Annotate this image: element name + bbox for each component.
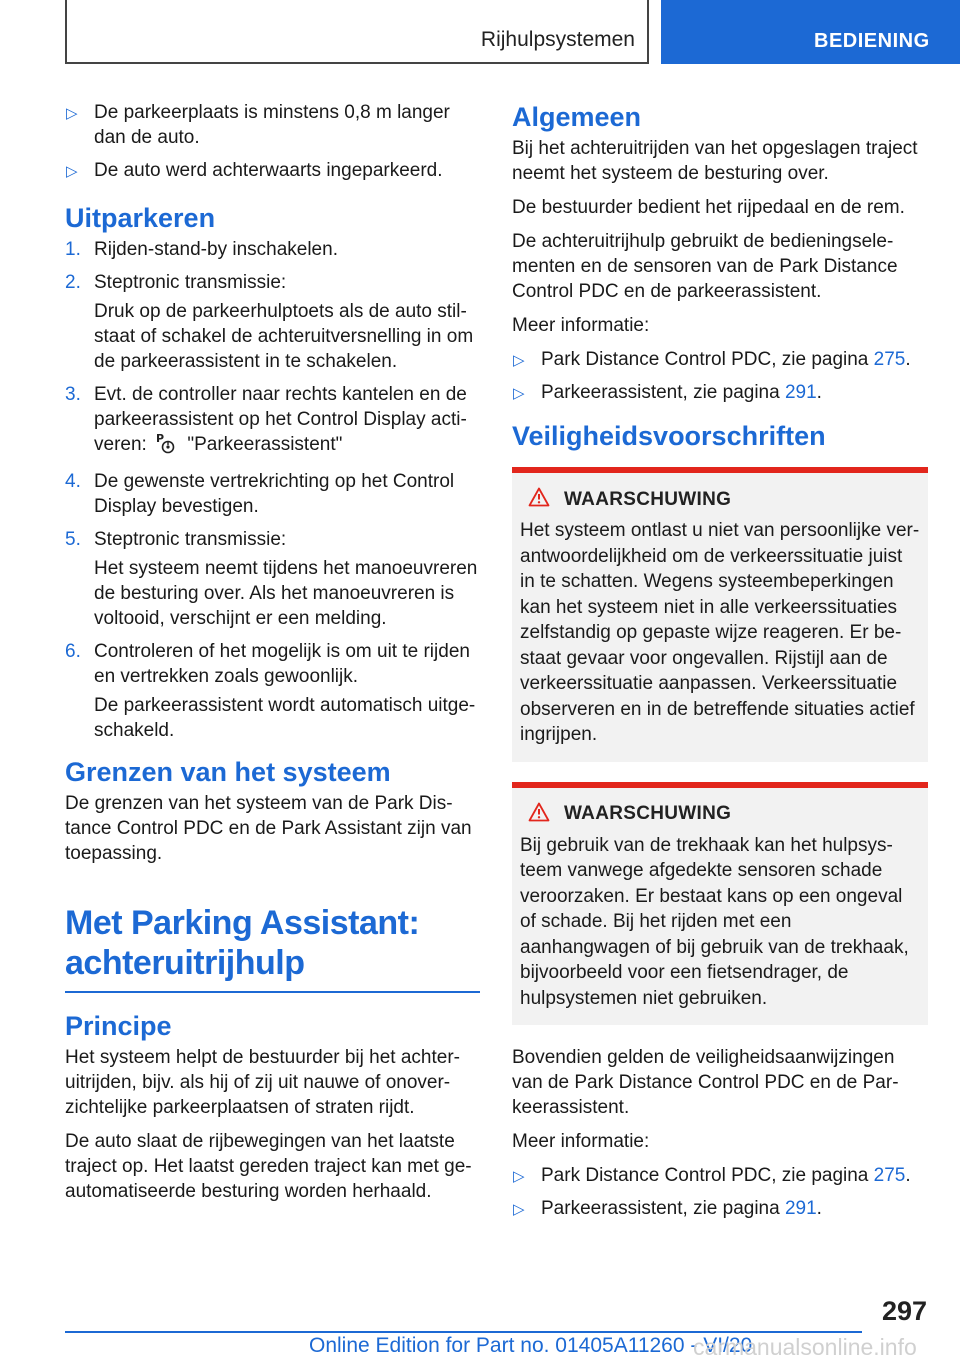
principe-text-1: Het systeem helpt de bestuurder bij het achteruitrijden, bijv. als hij of zij uit nauwe of onoverzichtelijke parkeerplaatsen of straten rijdt. [65,1047,460,1118]
step-item: 6. Controleren of het mogelijk is om uit te rijden en vertrekken zoals gewoonlijk. De parkeerassistent wordt automatisch uitgeschakeld. [65,639,480,743]
list-item: ▷ Parkeerassistent, zie pagina 291. [512,1196,928,1221]
warning-box-2 [512,782,928,1026]
algemeen-links [512,347,928,405]
warning-triangle-icon [528,802,550,827]
step-item: 3. Evt. de controller naar rechts kantelen en de parkeerassistent op het Control Display activeren: P "Parkeerassistent" [65,382,480,461]
right-column [512,100,928,1229]
list-item: ▷ Parkeerassistent, zie pagina 291. [512,380,928,405]
page-link[interactable]: 275 [873,1165,906,1186]
footer-rule [65,1331,862,1333]
grenzen-text: De grenzen van het systeem van de Park Distance Control PDC en de Park Assistant zijn van toepassing. [65,793,472,864]
bullet-triangle-icon: ▷ [513,352,525,369]
more-info-label: Meer informatie: [512,1131,650,1152]
heading-algemeen: Algemeen [512,102,642,132]
veiligheid-after-text: Bovendien gelden de veiligheidsaanwijzingen van de Park Distance Control PDC en de Parkeerassistent. [512,1047,899,1118]
list-item: ▷ De parkeerplaats is minstens 0,8 m langer dan de auto. [66,102,450,148]
conditions-list [65,100,480,183]
step-subtext: Druk op de parkeerhulptoets als de auto stilstaat of schakel de achteruitversnelling in om de parkeerassistent in te schakelen. [94,301,474,372]
step-number: 4. [65,471,81,492]
list-item: ▷ Park Distance Control PDC, zie pagina 275. [512,347,928,372]
step-item: 5. Steptronic transmissie: Het systeem neemt tijdens het manoeuvreren de besturing over. Als het manoeuvreren is voltooid, verschijnt er een melding. [65,527,480,631]
algemeen-text-1: Bij het achteruitrijden van het opgeslagen traject neemt het systeem de besturing over. [512,138,918,184]
warning-box-1 [512,467,928,762]
warning-label: WAARSCHUWING [564,488,732,510]
algemeen-text-2: De bestuurder bedient het rijpedaal en de rem. [512,197,905,218]
step-number: 5. [65,529,81,550]
bullet-triangle-icon: ▷ [66,105,78,122]
uitparkeren-steps [65,237,480,743]
list-item: ▷ De auto werd achterwaarts ingeparkeerd. [65,158,480,183]
svg-text:P: P [156,432,165,445]
left-column [65,100,480,1213]
heading-grenzen: Grenzen van het systeem [65,757,391,787]
bullet-triangle-icon: ▷ [513,1168,525,1185]
chapter-title: Met Parking Assistant: achteruitrijhulp [65,904,420,982]
page-link[interactable]: 291 [784,382,817,403]
footer-watermark: carmanualsonline.info [693,1334,917,1360]
principe-text-2: De auto slaat de rijbewegingen van het laatste traject op. Het laatst gereden traject kan met geautomatiseerde besturing worden herhaald. [65,1131,472,1202]
page-link[interactable]: 291 [784,1198,817,1219]
step-subtext: Het systeem neemt tijdens het manoeuvreren de besturing over. Als het manoeuvreren is voltooid, verschijnt er een melding. [94,558,478,629]
bullet-triangle-icon: ▷ [513,1201,525,1218]
veiligheid-links [512,1163,928,1221]
step-item: 4. De gewenste vertrekrichting op het Control Display bevestigen. [65,471,455,517]
heading-veiligheid: Veiligheidsvoorschriften [512,421,826,451]
list-item: ▷ Park Distance Control PDC, zie pagina 275. [512,1163,928,1188]
algemeen-text-3: De achteruitrijhulp gebruikt de bedieningselementen en de sensoren van de Park Distance Control PDC en de parkeerassistent. [512,231,898,302]
step-item: 1. Rijden-stand-by inschakelen. [65,239,338,260]
header-section-title: Rijhulpsystemen [480,28,635,51]
heading-principe: Principe [65,1011,172,1041]
warning-text: Het systeem ontlast u niet van persoonlijke verantwoordelijkheid om de verkeerssituatie juist in te schatten. Wegens systeembeperkingen kan het systeem niet in alle verkeerssituaties zelfstandig op gepaste wijze reageren. Er bestaat gevaar voor ongevallen. Rijstijl aan de verkeerssituatie aanpassen. Verkeerssituatie observeren en in de betreffende situaties actief ingrijpen. [520,520,920,745]
more-info-label: Meer informatie: [512,315,650,336]
header-chapter-tab [661,0,960,64]
step-number: 2. [65,272,81,293]
step-number: 3. [65,384,81,405]
step-number: 6. [65,641,81,662]
step-item: 2. Steptronic transmissie: Druk op de parkeerhulptoets als de auto stilstaat of schakel de achteruitversnelling in om de parkeerassistent in te schakelen. [65,270,480,374]
bullet-triangle-icon: ▷ [513,385,525,402]
step-subtext: De parkeerassistent wordt automatisch uitgeschakeld. [94,695,476,741]
warning-triangle-icon [528,487,550,512]
chapter-title-rule [65,991,480,993]
page-number: 297 [881,1296,927,1326]
heading-uitparkeren: Uitparkeren [65,203,216,233]
page-link[interactable]: 275 [873,349,906,370]
warning-label: WAARSCHUWING [564,803,732,824]
step-number: 1. [65,239,81,260]
bullet-triangle-icon: ▷ [66,163,78,180]
header-chapter-title: BEDIENING [814,30,930,52]
parking-assistant-icon [156,432,176,461]
warning-text: Bij gebruik van de trekhaak kan het hulpsysteem vanwege afgedekte sensoren schade veroorzaken. Er bestaat kans op een ongeval of schade. Bij het rijden met een aanhangwagen of bij gebruik van de trekhaak, bijvoorbeeld voor een fietsendrager, de hulpsystemen niet gebruiken. [520,834,909,1009]
header-section-box [65,0,649,64]
footer-edition: Online Edition for Part no. 01405A11260 - VI/20 [309,1334,753,1357]
